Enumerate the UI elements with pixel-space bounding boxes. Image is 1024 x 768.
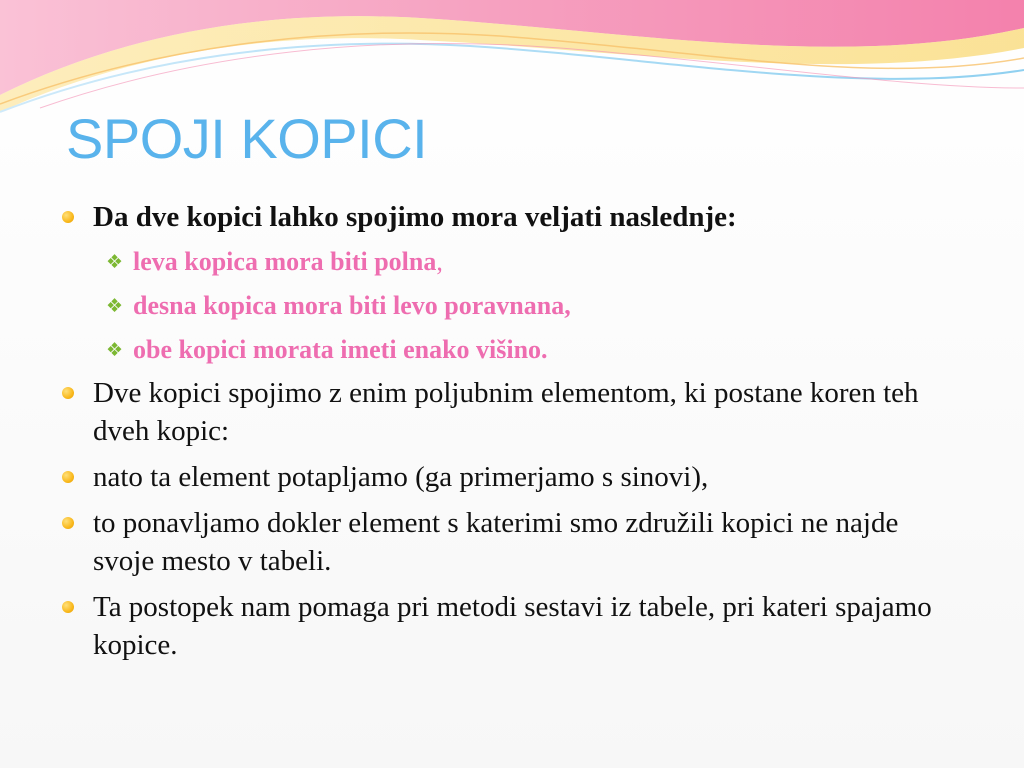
bullet-dot-icon xyxy=(62,517,74,529)
bullet-text: Ta postopek nam pomaga pri metodi sestavi iz tabele, pri kateri spajamo kopice. xyxy=(93,591,932,661)
slide-content xyxy=(60,198,960,672)
sub-bullet-text: obe kopici morata imeti enako višino. xyxy=(133,335,548,364)
sub-bullet-text: leva kopica mora biti polna xyxy=(133,247,437,276)
sub-bullet-text: desna kopica mora biti levo poravnana, xyxy=(133,291,571,320)
bullet-dot-icon xyxy=(62,387,74,399)
sub-bullet-suffix: , xyxy=(436,247,443,276)
bullet-item xyxy=(60,374,960,450)
sub-bullet-item xyxy=(60,244,960,280)
bullet-item xyxy=(60,198,960,236)
bullet-text: Dve kopici spojimo z enim poljubnim elementom, ki postane koren teh dveh kopic: xyxy=(93,377,919,447)
bullet-dot-icon xyxy=(62,601,74,613)
bullet-dot-icon xyxy=(62,211,74,223)
bullet-text: to ponavljamo dokler element s katerimi smo združili kopici ne najde svoje mesto v tabeli. xyxy=(93,507,899,577)
bullet-item xyxy=(60,588,960,664)
diamond-bullet-icon: ❖ xyxy=(106,295,124,317)
bullet-text: Da dve kopici lahko spojimo mora veljati naslednje: xyxy=(93,201,737,233)
diamond-bullet-icon: ❖ xyxy=(106,339,124,361)
bullet-item xyxy=(60,458,960,496)
sub-bullet-item xyxy=(60,332,960,368)
sub-bullet-item xyxy=(60,288,960,324)
bullet-item xyxy=(60,504,960,580)
bullet-text: nato ta element potapljamo (ga primerjamo s sinovi), xyxy=(93,461,709,493)
bullet-dot-icon xyxy=(62,471,74,483)
slide-title: SPOJI KOPICI xyxy=(66,107,428,170)
diamond-bullet-icon: ❖ xyxy=(106,251,124,273)
